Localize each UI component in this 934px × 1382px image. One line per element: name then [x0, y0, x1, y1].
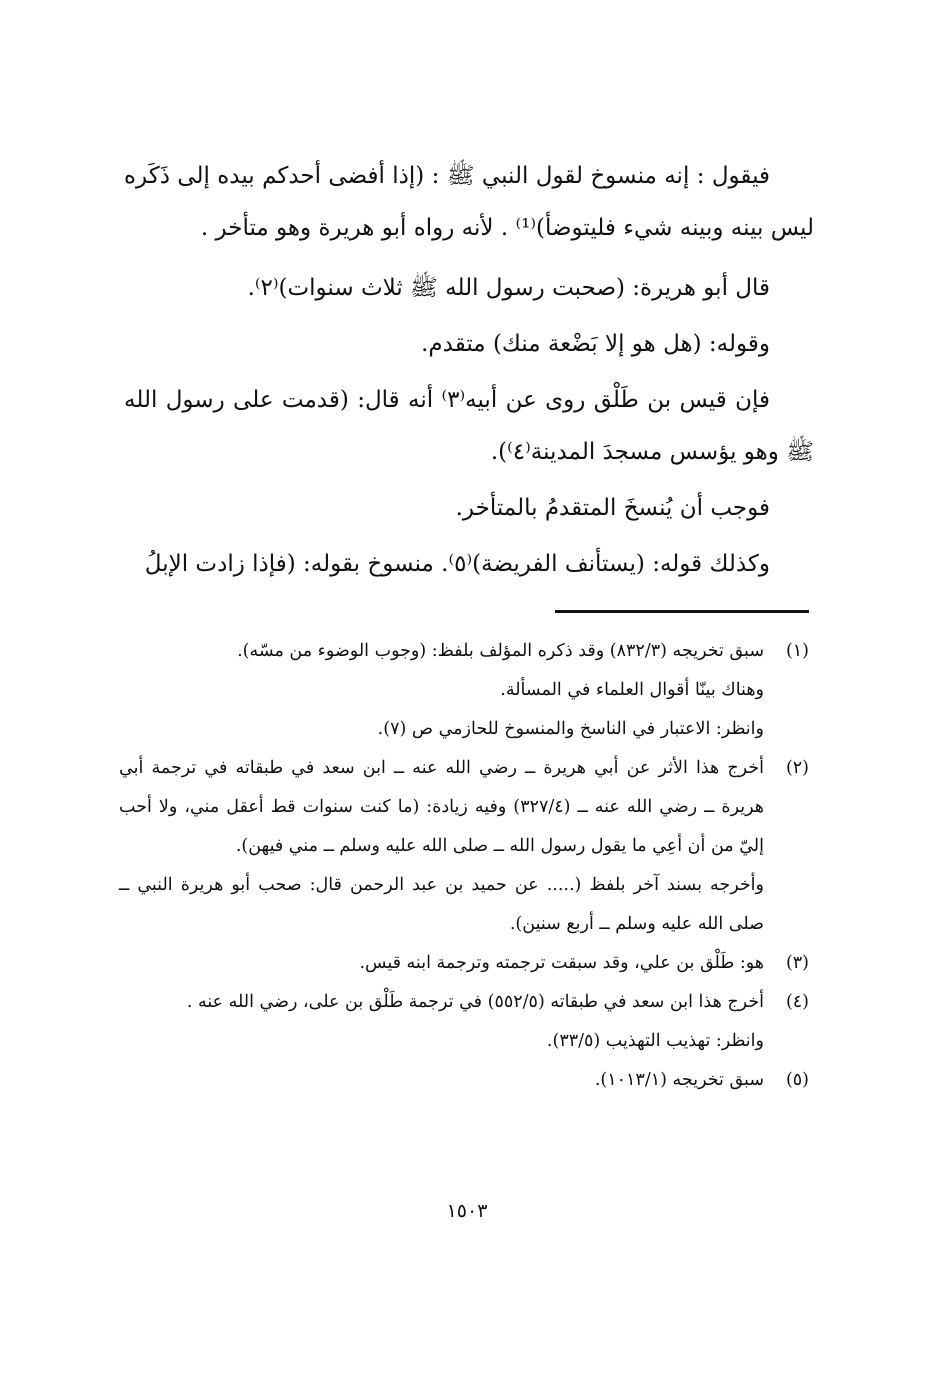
footnote-line: أخرج هذا الأثر عن أبي هريرة ــ رضي الله عنه ــ ابن سعد في طبقاته في ترجمة أبي هريرة ــ رضي الله عنه ــ (٣٢٧/٤) وفيه زيادة: (ما كنت سنوات قط أعقل مني، ولا أحب إليّ من أن أعِي ما يقول رسول الله ــ صلى الله عليه وسلم ــ مني فيهن). [119, 758, 764, 856]
footnote-line: وهناك بينّا أقوال العلماء في المسألة. [500, 680, 764, 700]
footnote-line: وأخرجه بسند آخر بلفظ (..... عن حميد بن عبد الرحمن قال: صحب أبو هريرة النبي ــ صلى الله عليه وسلم ــ أربع سنين). [119, 875, 764, 934]
footnote-line: وانظر: تهذيب التهذيب (٣٣/٥). [546, 1031, 764, 1051]
footnote-body [119, 632, 764, 749]
main-text [124, 150, 814, 594]
footnote-body [119, 749, 764, 944]
footnote-2 [119, 749, 809, 944]
main-paragraph: وقوله: (هل هو إلا بَضْعة منك) متقدم. [421, 331, 770, 357]
footnote-divider [555, 610, 809, 613]
footnote-number: (٣) [785, 953, 809, 973]
main-paragraph: فإن قيس بن طَلْق روى عن أبيه⁽٣⁾ أنه قال: (قدمت على رسول الله ﷺ وهو يؤسس مسجدَ المدينة⁽٤⁾). [124, 387, 814, 465]
footnotes [119, 632, 809, 1100]
main-paragraph: وكذلك قوله: (يستأنف الفريضة)⁽٥⁾. منسوخ بقوله: (فإذا زادت الإبلُ [144, 551, 770, 577]
footnote-4 [119, 983, 809, 1061]
footnote-3 [119, 944, 809, 983]
footnote-body [119, 983, 764, 1061]
footnote-line: وانظر: الاعتبار في الناسخ والمنسوخ للحازمي ص (٧). [377, 719, 764, 739]
main-paragraph: قال أبو هريرة: (صحبت رسول الله ﷺ ثلاث سنوات)⁽٢⁾. [247, 275, 770, 301]
footnote-number: (١) [785, 641, 809, 661]
footnote-line: سبق تخريجه (٨٣٢/٣) وقد ذكره المؤلف بلفظ: (وجوب الوضوء من مسّه). [237, 641, 764, 661]
footnote-number: (٢) [785, 758, 809, 778]
footnote-line: هو: طَلْق بن علي، وقد سبقت ترجمته وترجمة ابنه قيس. [359, 953, 764, 973]
footnote-number: (٤) [785, 992, 809, 1012]
footnote-line: سبق تخريجه (١٠١٣/١). [594, 1070, 764, 1090]
footnote-line: أخرج هذا ابن سعد في طبقاته (٥٥٢/٥) في ترجمة طَلْق بن على، رضي الله عنه . [186, 992, 764, 1012]
footnote-body [119, 944, 764, 983]
main-paragraph: فيقول : إنه منسوخ لقول النبي ﷺ : (إذا أفضى أحدكم بيده إلى ذَكَره ليس بينه وبينه شيء فليتوضأ)⁽¹⁾ . لأنه رواه أبو هريرة وهو متأخر . [124, 163, 814, 241]
footnote-number: (٥) [785, 1070, 809, 1090]
footnote-body [119, 1061, 764, 1100]
page-number: ١٥٠٣ [446, 1200, 488, 1222]
main-paragraph: فوجب أن يُنسخَ المتقدمُ بالمتأخر. [455, 495, 770, 521]
footnote-5 [119, 1061, 809, 1100]
footnote-1 [119, 632, 809, 749]
